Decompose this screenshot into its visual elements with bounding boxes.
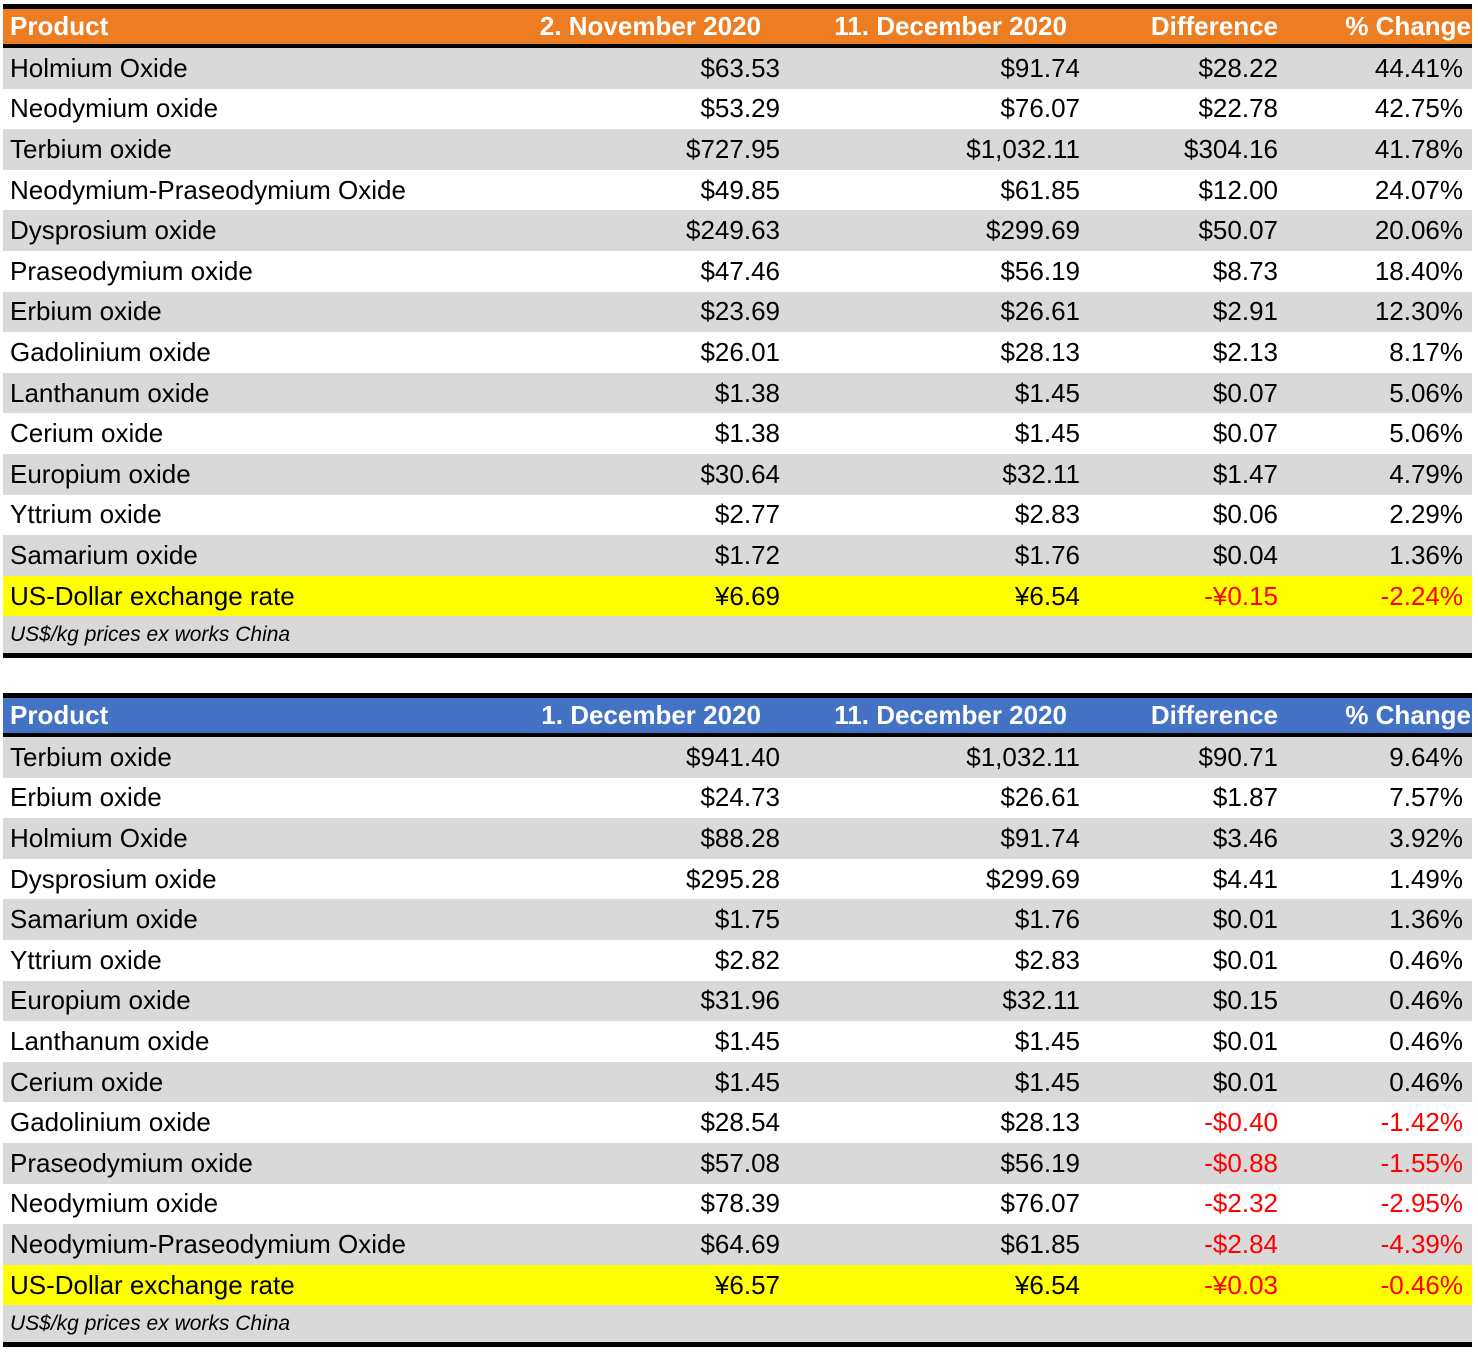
pct-change-cell: -2.95%	[1380, 1188, 1463, 1219]
table-row	[3, 170, 1472, 211]
product-cell: Praseodymium oxide	[10, 255, 253, 286]
pct-change-cell: 0.46%	[1389, 985, 1463, 1016]
table-row	[3, 778, 1472, 819]
table-row	[3, 129, 1472, 170]
pct-change-cell: % Change	[1345, 700, 1471, 730]
product-cell: Terbium oxide	[10, 133, 172, 164]
table-row	[3, 89, 1472, 130]
pct-change-cell: 4.79%	[1389, 458, 1463, 489]
difference-cell: Difference	[1150, 700, 1278, 730]
difference-cell: -¥0.03	[1204, 1269, 1278, 1300]
price-start-cell: $1.72	[714, 539, 780, 570]
price-end-cell: $26.61	[1000, 782, 1080, 813]
difference-cell: $0.07	[1212, 377, 1278, 408]
pct-change-cell: 5.06%	[1389, 377, 1463, 408]
price-start-cell: ¥6.69	[714, 580, 780, 611]
pct-change-cell: -1.55%	[1380, 1147, 1463, 1178]
price-start-cell: $57.08	[700, 1147, 780, 1178]
product-cell: Samarium oxide	[10, 539, 198, 570]
price-end-cell: $2.83	[1014, 499, 1080, 530]
product-cell: Lanthanum oxide	[10, 377, 210, 408]
difference-cell: $90.71	[1198, 741, 1278, 772]
difference-cell: $0.01	[1212, 944, 1278, 975]
pct-change-cell: 8.17%	[1389, 336, 1463, 367]
pct-change-cell: 1.36%	[1389, 904, 1463, 935]
difference-cell: -$0.88	[1204, 1147, 1278, 1178]
pct-change-cell: -0.46%	[1380, 1269, 1463, 1300]
price-start-cell: $63.53	[700, 52, 780, 83]
footnote-row	[3, 616, 1472, 653]
product-cell: Gadolinium oxide	[10, 1107, 211, 1138]
price-start-cell: $1.45	[714, 1066, 780, 1097]
pct-change-cell: -2.24%	[1380, 580, 1463, 611]
price-end-cell: $91.74	[1000, 822, 1080, 853]
difference-cell: -$2.32	[1204, 1188, 1278, 1219]
price-start-cell: $1.75	[714, 904, 780, 935]
pct-change-cell: 0.46%	[1389, 944, 1463, 975]
product-cell: Holmium Oxide	[10, 822, 188, 853]
pct-change-cell: 20.06%	[1374, 215, 1463, 246]
pct-change-cell: 1.49%	[1389, 863, 1463, 894]
price-end-cell: $299.69	[986, 215, 1080, 246]
exchange-rate-row	[3, 576, 1472, 617]
price-end-cell: $76.07	[1000, 1188, 1080, 1219]
product-cell: Erbium oxide	[10, 782, 162, 813]
price-start-cell: $941.40	[686, 741, 780, 772]
product-cell: Praseodymium oxide	[10, 1147, 253, 1178]
pct-change-cell: 44.41%	[1374, 52, 1463, 83]
price-start-cell: $249.63	[686, 215, 780, 246]
price-start-cell: 2. November 2020	[539, 11, 761, 41]
difference-cell: $22.78	[1198, 93, 1278, 124]
price-start-cell: $1.38	[714, 377, 780, 408]
price-end-cell: $1,032.11	[966, 133, 1080, 164]
difference-cell: $2.13	[1212, 336, 1278, 367]
difference-cell: $8.73	[1212, 255, 1278, 286]
difference-cell: $50.07	[1198, 215, 1278, 246]
price-start-cell: 1. December 2020	[541, 700, 761, 730]
difference-cell: $1.47	[1212, 458, 1278, 489]
pct-change-cell: 1.36%	[1389, 539, 1463, 570]
pct-change-cell: 24.07%	[1374, 174, 1463, 205]
product-cell: Cerium oxide	[10, 418, 164, 449]
price-end-cell: $28.13	[1000, 336, 1080, 367]
difference-cell: -$0.40	[1204, 1107, 1278, 1138]
difference-cell: $12.00	[1198, 174, 1278, 205]
price-end-cell: ¥6.54	[1014, 1269, 1080, 1300]
price-start-cell: $64.69	[700, 1228, 780, 1259]
difference-cell: $1.87	[1212, 782, 1278, 813]
price-end-cell: $56.19	[1000, 1147, 1080, 1178]
price-end-cell: $1.76	[1014, 904, 1080, 935]
price-end-cell: $32.11	[1002, 458, 1080, 489]
price-start-cell: $53.29	[700, 93, 780, 124]
pct-change-cell: 12.30%	[1374, 296, 1463, 327]
table-row	[3, 1062, 1472, 1103]
price-start-cell: $727.95	[686, 133, 780, 164]
price-end-cell: $56.19	[1000, 255, 1080, 286]
price-start-cell: $88.28	[700, 822, 780, 853]
table-row	[3, 859, 1472, 900]
pct-change-cell: 18.40%	[1374, 255, 1463, 286]
table-row	[3, 981, 1472, 1022]
price-start-cell: $2.77	[714, 499, 780, 530]
divider	[3, 653, 1472, 658]
footnote: US$/kg prices ex works China	[10, 622, 291, 646]
price-start-cell: $78.39	[700, 1188, 780, 1219]
difference-cell: $0.01	[1212, 904, 1278, 935]
product-cell: US-Dollar exchange rate	[10, 580, 295, 611]
price-end-cell: $299.69	[986, 863, 1080, 894]
price-start-cell: ¥6.57	[714, 1269, 780, 1300]
price-end-cell: $32.11	[1002, 985, 1080, 1016]
price-end-cell: $76.07	[1000, 93, 1080, 124]
pct-change-cell: % Change	[1345, 11, 1471, 41]
table-row	[3, 373, 1472, 414]
table-row	[3, 210, 1472, 251]
difference-cell: $3.46	[1212, 822, 1278, 853]
table-row	[3, 940, 1472, 981]
table-row	[3, 251, 1472, 292]
price-end-cell: $1,032.11	[966, 741, 1080, 772]
difference-cell: $0.06	[1212, 499, 1278, 530]
footnote: US$/kg prices ex works China	[10, 1311, 291, 1335]
product-cell: Cerium oxide	[10, 1066, 164, 1097]
price-end-cell: $1.45	[1014, 377, 1080, 408]
difference-cell: $2.91	[1212, 296, 1278, 327]
table-row	[3, 454, 1472, 495]
pct-change-cell: 42.75%	[1374, 93, 1463, 124]
product-cell: Yttrium oxide	[10, 944, 162, 975]
footnote-row	[3, 1305, 1472, 1342]
header-row	[3, 698, 1472, 733]
price-end-cell: $1.45	[1014, 1066, 1080, 1097]
table-row	[3, 737, 1472, 778]
price-end-cell: $1.45	[1014, 1025, 1080, 1056]
price-end-cell: $61.85	[1000, 174, 1080, 205]
price-start-cell: $49.85	[700, 174, 780, 205]
product-cell: Dysprosium oxide	[10, 863, 217, 894]
difference-cell: $0.01	[1212, 1066, 1278, 1097]
difference-cell: $0.07	[1212, 418, 1278, 449]
product-cell: Neodymium-Praseodymium Oxide	[10, 1228, 406, 1259]
difference-cell: $304.16	[1184, 133, 1278, 164]
difference-cell: -¥0.15	[1204, 580, 1278, 611]
product-cell: Product	[10, 700, 109, 730]
table-row	[3, 332, 1472, 373]
price-start-cell: $2.82	[714, 944, 780, 975]
price-end-cell: 11. December 2020	[834, 11, 1067, 41]
table-row	[3, 1102, 1472, 1143]
price-end-cell: $28.13	[1000, 1107, 1080, 1138]
product-cell: Lanthanum oxide	[10, 1025, 210, 1056]
product-cell: Gadolinium oxide	[10, 336, 211, 367]
pct-change-cell: -4.39%	[1380, 1228, 1463, 1259]
price-start-cell: $30.64	[700, 458, 780, 489]
difference-cell: $28.22	[1198, 52, 1278, 83]
divider	[3, 1342, 1472, 1347]
product-cell: Dysprosium oxide	[10, 215, 217, 246]
price-start-cell: $24.73	[700, 782, 780, 813]
table-row	[3, 535, 1472, 576]
pct-change-cell: 9.64%	[1389, 741, 1463, 772]
price-end-cell: $1.76	[1014, 539, 1080, 570]
price-end-cell: $2.83	[1014, 944, 1080, 975]
pct-change-cell: 0.46%	[1389, 1025, 1463, 1056]
difference-cell: $4.41	[1212, 863, 1278, 894]
price-end-cell: $91.74	[1000, 52, 1080, 83]
product-cell: Europium oxide	[10, 985, 191, 1016]
price-start-cell: $47.46	[700, 255, 780, 286]
price-table-dec	[3, 693, 1472, 1347]
difference-cell: -$2.84	[1204, 1228, 1278, 1259]
product-cell: Samarium oxide	[10, 904, 198, 935]
price-start-cell: $295.28	[686, 863, 780, 894]
price-start-cell: $1.38	[714, 418, 780, 449]
table-row	[3, 818, 1472, 859]
product-cell: Neodymium oxide	[10, 1188, 219, 1219]
header-row	[3, 9, 1472, 44]
pct-change-cell: 7.57%	[1389, 782, 1463, 813]
product-cell: Product	[10, 11, 109, 41]
table-row	[3, 1143, 1472, 1184]
table-row	[3, 495, 1472, 536]
price-end-cell: ¥6.54	[1014, 580, 1080, 611]
product-cell: Terbium oxide	[10, 741, 172, 772]
price-start-cell: $23.69	[700, 296, 780, 327]
table-row	[3, 48, 1472, 89]
product-cell: US-Dollar exchange rate	[10, 1269, 295, 1300]
price-start-cell: $26.01	[700, 336, 780, 367]
table-row	[3, 292, 1472, 333]
difference-cell: $0.15	[1212, 985, 1278, 1016]
product-cell: Holmium Oxide	[10, 52, 188, 83]
product-cell: Yttrium oxide	[10, 499, 162, 530]
price-start-cell: $1.45	[714, 1025, 780, 1056]
product-cell: Neodymium oxide	[10, 93, 219, 124]
pct-change-cell: 5.06%	[1389, 418, 1463, 449]
difference-cell: $0.01	[1212, 1025, 1278, 1056]
difference-cell: $0.04	[1212, 539, 1278, 570]
exchange-rate-row	[3, 1265, 1472, 1306]
pct-change-cell: -1.42%	[1380, 1107, 1463, 1138]
product-cell: Erbium oxide	[10, 296, 162, 327]
price-end-cell: $61.85	[1000, 1228, 1080, 1259]
price-table-nov-dec	[3, 4, 1472, 658]
table-row	[3, 1184, 1472, 1225]
pct-change-cell: 0.46%	[1389, 1066, 1463, 1097]
pct-change-cell: 3.92%	[1389, 822, 1463, 853]
difference-cell: Difference	[1150, 11, 1278, 41]
price-end-cell: $1.45	[1014, 418, 1080, 449]
price-start-cell: $31.96	[700, 985, 780, 1016]
table-row	[3, 1021, 1472, 1062]
pct-change-cell: 2.29%	[1389, 499, 1463, 530]
pct-change-cell: 41.78%	[1374, 133, 1463, 164]
table-row	[3, 1224, 1472, 1265]
table-row	[3, 413, 1472, 454]
product-cell: Europium oxide	[10, 458, 191, 489]
price-start-cell: $28.54	[700, 1107, 780, 1138]
product-cell: Neodymium-Praseodymium Oxide	[10, 174, 406, 205]
price-end-cell: 11. December 2020	[834, 700, 1067, 730]
table-row	[3, 899, 1472, 940]
price-end-cell: $26.61	[1000, 296, 1080, 327]
